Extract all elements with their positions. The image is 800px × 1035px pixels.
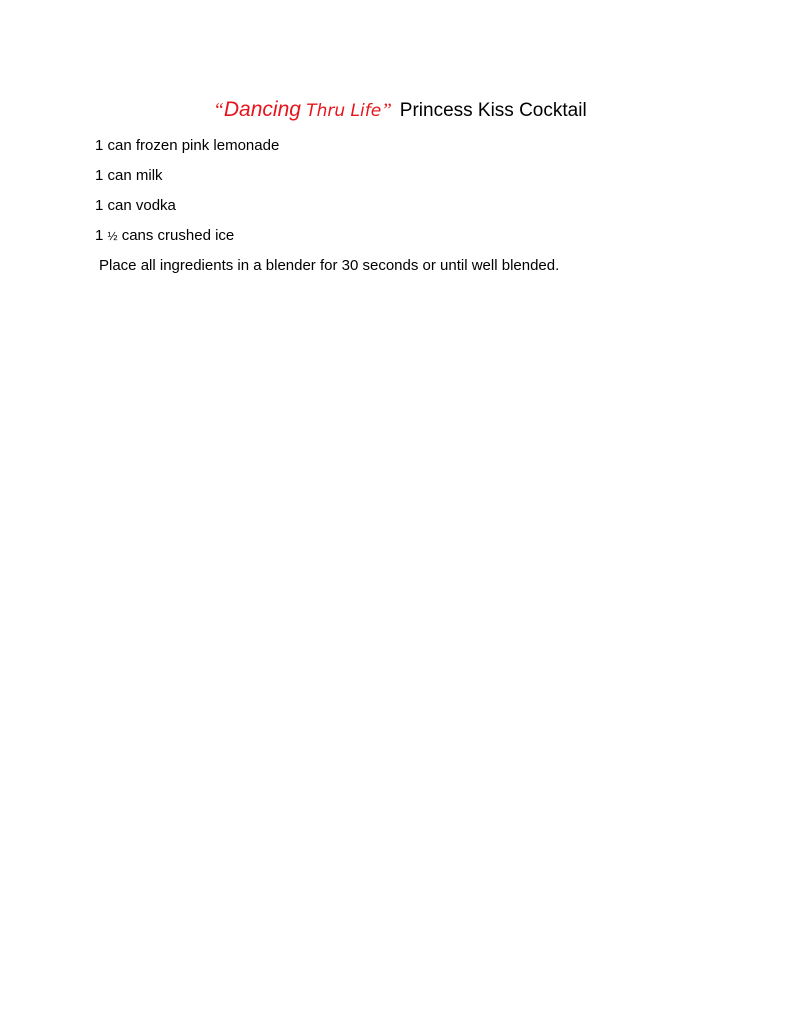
- recipe-title: [0, 96, 800, 125]
- ice-description: cans crushed ice: [121, 227, 235, 244]
- close-quote: ”: [381, 100, 392, 121]
- ingredient-line: 1 can milk: [95, 167, 163, 184]
- brand-word-dancing: Dancing: [223, 98, 301, 121]
- brand-word-thru-life: Thru Life: [306, 101, 382, 121]
- ice-quantity: 1: [95, 227, 104, 244]
- ingredient-line: 1 can vodka: [95, 197, 176, 214]
- brand-name: [213, 100, 391, 121]
- ingredient-line: 1 can frozen pink lemonade: [95, 137, 280, 154]
- ice-fraction: ½: [107, 229, 118, 243]
- directions-text: Place all ingredients in a blender for 30 seconds or until well blended.: [99, 257, 560, 274]
- recipe-name: Princess Kiss Cocktail: [399, 100, 587, 121]
- open-quote: “: [213, 100, 224, 121]
- ingredient-line-ice: [95, 227, 234, 245]
